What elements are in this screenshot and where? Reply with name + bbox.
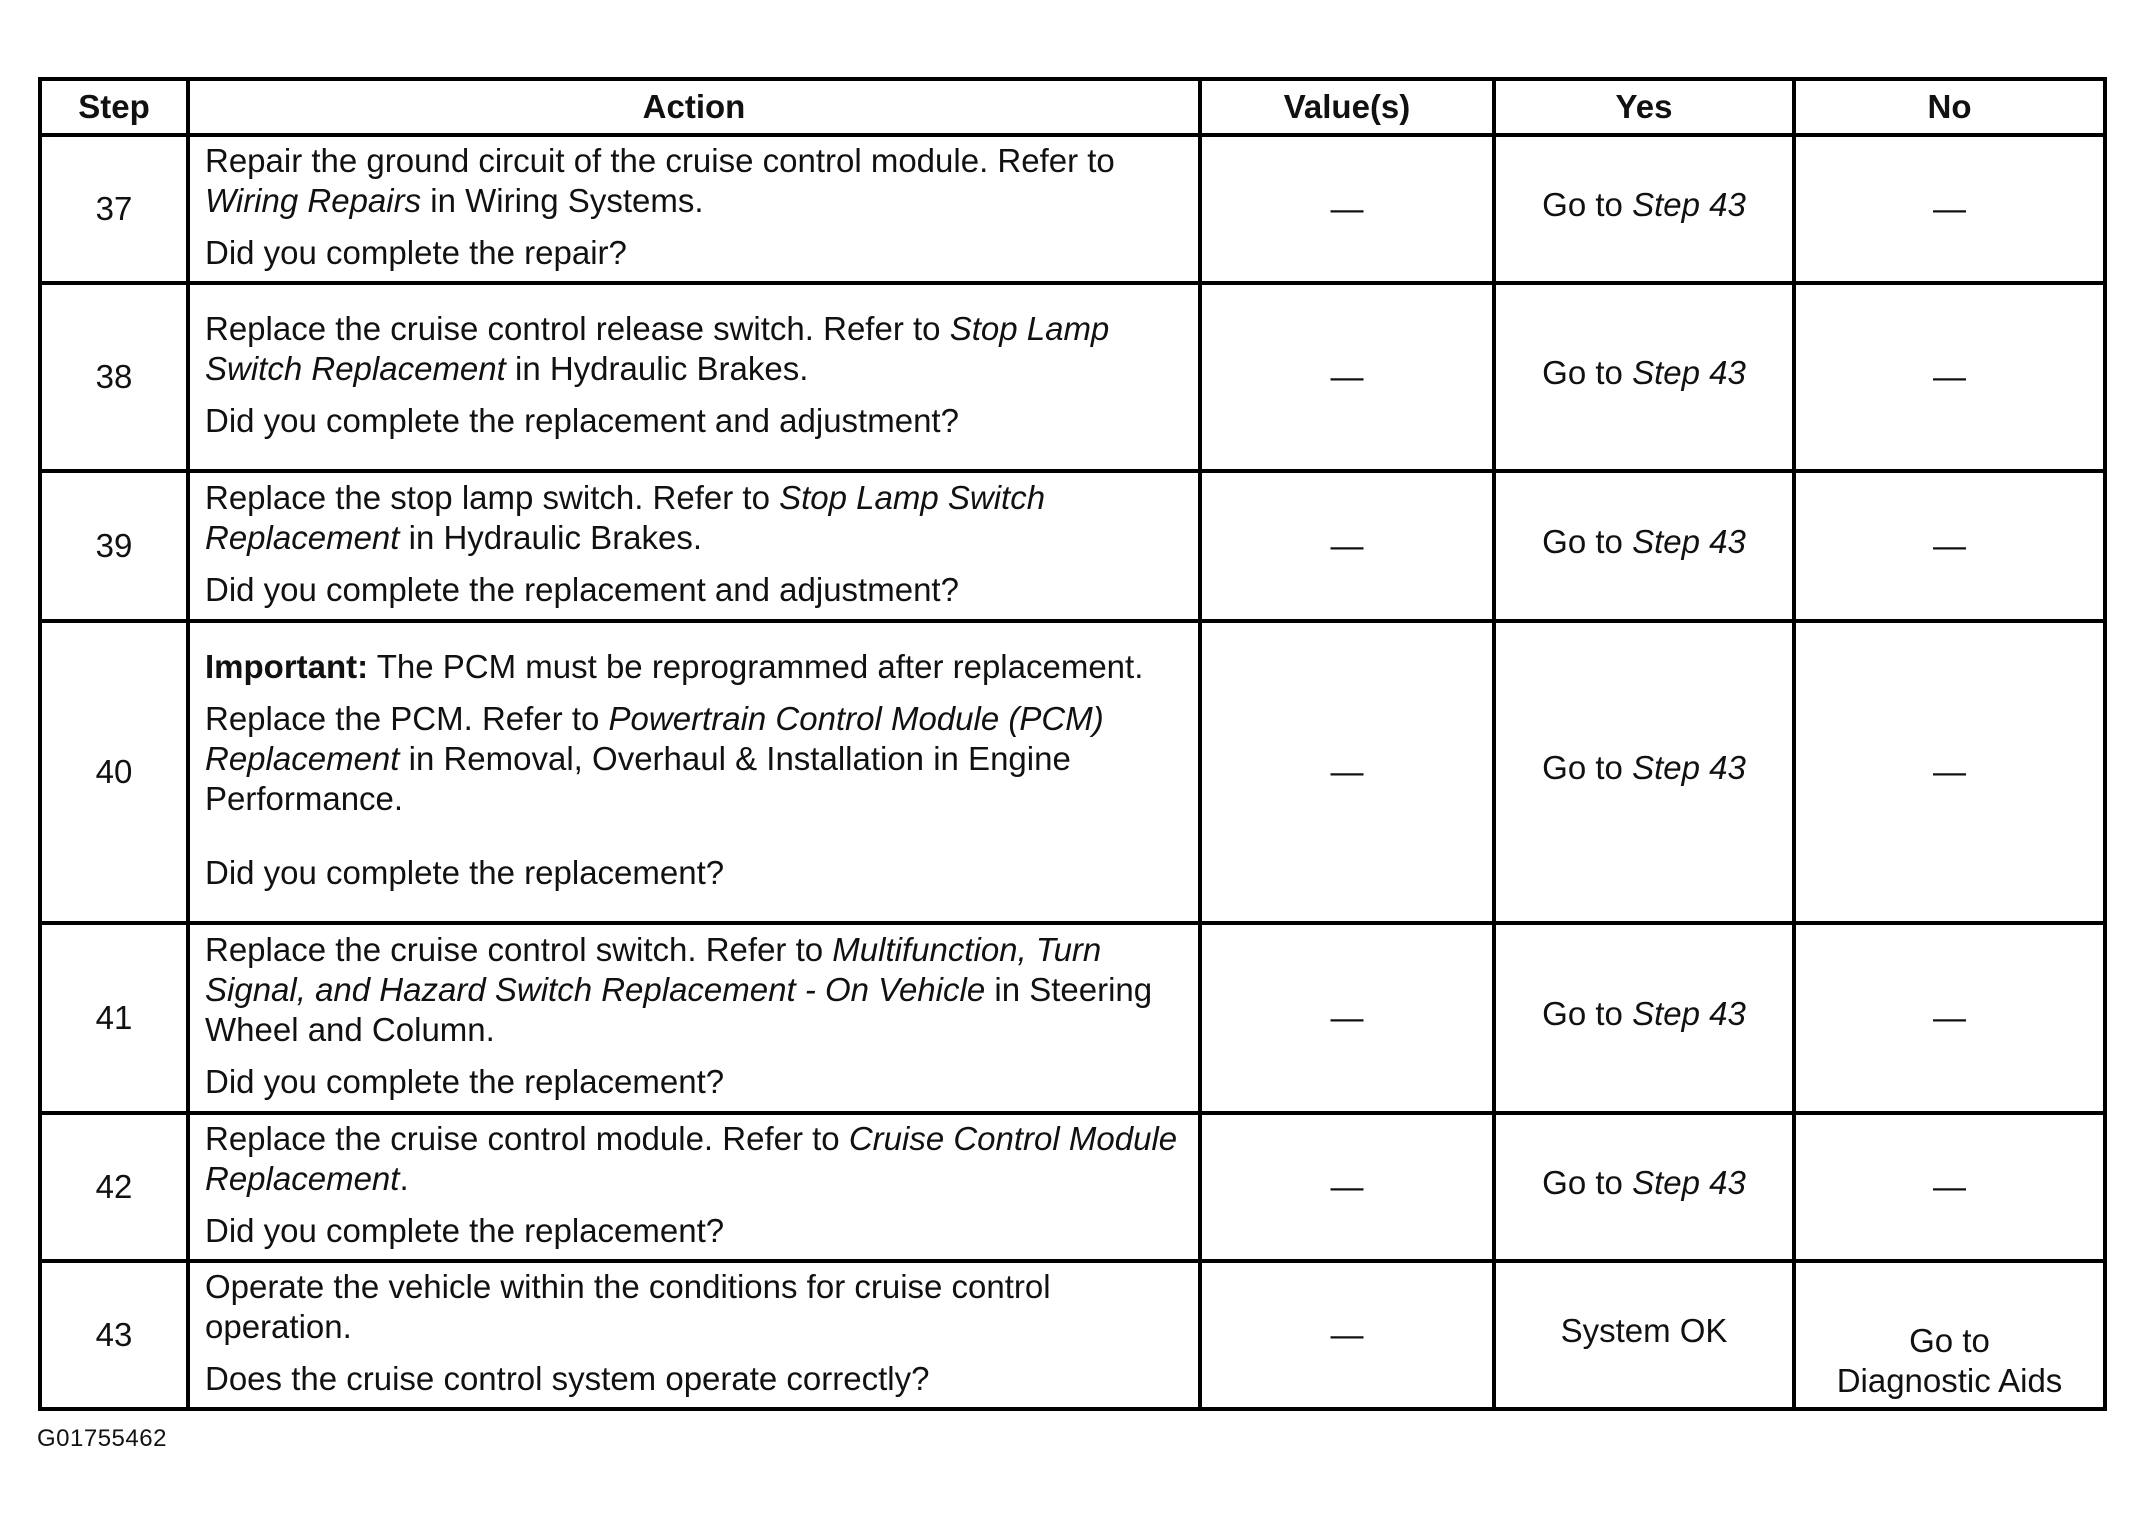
step-number: 43 bbox=[40, 1261, 188, 1409]
action-question: Did you complete the replacement? bbox=[205, 1212, 725, 1249]
step-number: 40 bbox=[40, 621, 188, 923]
value-cell: — bbox=[1200, 135, 1494, 283]
action-cell bbox=[188, 1113, 1200, 1261]
yes-cell: System OK bbox=[1494, 1261, 1794, 1409]
header-step: Step bbox=[40, 79, 188, 135]
value-cell: — bbox=[1200, 923, 1494, 1113]
value-cell: — bbox=[1200, 1113, 1494, 1261]
table-row bbox=[40, 1113, 2105, 1261]
step-number: 42 bbox=[40, 1113, 188, 1261]
action-question: Did you complete the repair? bbox=[205, 234, 627, 271]
step-number: 37 bbox=[40, 135, 188, 283]
header-row bbox=[40, 79, 2105, 135]
header-yes: Yes bbox=[1494, 79, 1794, 135]
yes-cell: Go to Step 43 bbox=[1494, 135, 1794, 283]
yes-cell: Go to Step 43 bbox=[1494, 471, 1794, 621]
table-row bbox=[40, 621, 2105, 923]
value-cell: — bbox=[1200, 1261, 1494, 1409]
value-cell: — bbox=[1200, 283, 1494, 471]
no-cell: — bbox=[1794, 621, 2105, 923]
no-cell: — bbox=[1794, 283, 2105, 471]
value-cell: — bbox=[1200, 471, 1494, 621]
action-instruction: Repair the ground circuit of the cruise control module. Refer to Wiring Repairs in Wiring Systems. bbox=[205, 142, 1115, 219]
action-instruction: Replace the PCM. Refer to Powertrain Control Module (PCM) Replacement in Removal, Overhaul & Installation in Engine Performance. bbox=[205, 700, 1104, 817]
action-cell bbox=[188, 621, 1200, 923]
table-row bbox=[40, 135, 2105, 283]
no-cell: — bbox=[1794, 923, 2105, 1113]
action-instruction: Operate the vehicle within the conditions for cruise control operation. bbox=[205, 1268, 1051, 1345]
no-line-2: Diagnostic Aids bbox=[1836, 1362, 2063, 1399]
table-row bbox=[40, 1261, 2105, 1409]
step-number: 38 bbox=[40, 283, 188, 471]
no-cell bbox=[1794, 1261, 2105, 1409]
yes-cell: Go to Step 43 bbox=[1494, 621, 1794, 923]
no-cell: — bbox=[1794, 1113, 2105, 1261]
action-question: Did you complete the replacement and adjustment? bbox=[205, 402, 959, 439]
diagnostic-table bbox=[38, 77, 2107, 1411]
action-question: Did you complete the replacement? bbox=[205, 1063, 725, 1100]
action-cell bbox=[188, 471, 1200, 621]
no-cell: — bbox=[1794, 135, 2105, 283]
header-action: Action bbox=[188, 79, 1200, 135]
action-instruction: Replace the cruise control module. Refer to Cruise Control Module Replacement. bbox=[205, 1120, 1178, 1197]
yes-cell: Go to Step 43 bbox=[1494, 283, 1794, 471]
action-instruction: Replace the cruise control release switch. Refer to Stop Lamp Switch Replacement in Hydraulic Brakes. bbox=[205, 310, 1110, 387]
action-question: Did you complete the replacement? bbox=[205, 854, 725, 891]
table-row bbox=[40, 923, 2105, 1113]
important-note: Important: The PCM must be reprogrammed after replacement. bbox=[205, 648, 1144, 685]
no-cell: — bbox=[1794, 471, 2105, 621]
figure-code: G01755462 bbox=[37, 1425, 167, 1452]
action-instruction: Replace the stop lamp switch. Refer to Stop Lamp Switch Replacement in Hydraulic Brakes. bbox=[205, 479, 1046, 556]
action-question: Did you complete the replacement and adjustment? bbox=[205, 571, 959, 608]
no-line-1: Go to bbox=[1909, 1322, 1990, 1359]
action-cell bbox=[188, 135, 1200, 283]
action-cell bbox=[188, 283, 1200, 471]
action-cell bbox=[188, 923, 1200, 1113]
action-instruction: Replace the cruise control switch. Refer to Multifunction, Turn Signal, and Hazard Switch Replacement - On Vehicle in Steering Wheel and Column. bbox=[205, 931, 1153, 1048]
value-cell: — bbox=[1200, 621, 1494, 923]
header-values: Value(s) bbox=[1200, 79, 1494, 135]
step-number: 39 bbox=[40, 471, 188, 621]
action-cell bbox=[188, 1261, 1200, 1409]
yes-cell: Go to Step 43 bbox=[1494, 923, 1794, 1113]
yes-cell: Go to Step 43 bbox=[1494, 1113, 1794, 1261]
action-question: Does the cruise control system operate correctly? bbox=[205, 1360, 930, 1397]
header-no: No bbox=[1794, 79, 2105, 135]
step-number: 41 bbox=[40, 923, 188, 1113]
table-row bbox=[40, 471, 2105, 621]
table-row bbox=[40, 283, 2105, 471]
